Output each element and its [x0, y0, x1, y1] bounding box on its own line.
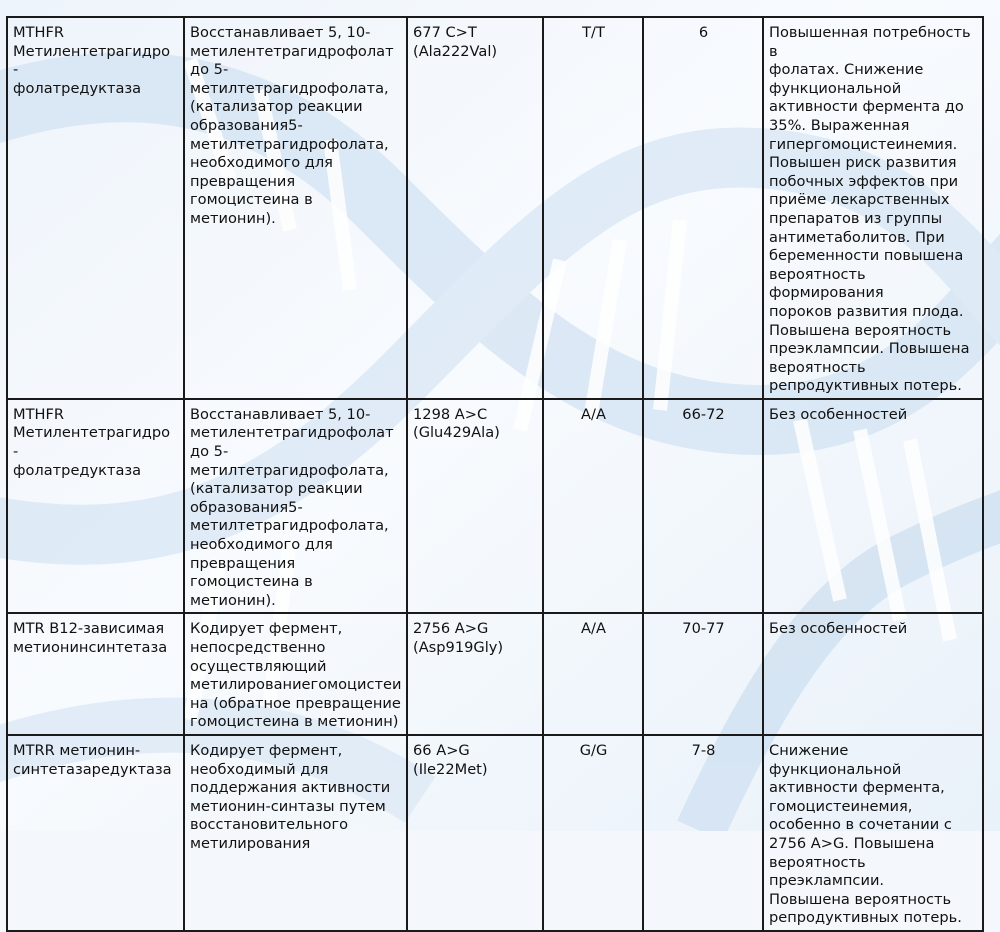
genotype-cell: T/T: [543, 17, 643, 399]
genotype-cell: G/G: [543, 735, 643, 931]
table-row: [7, 613, 983, 735]
table-row: [7, 17, 983, 399]
interpretation-cell: Снижение функциональной активности фермента, гомоцистеинемия, особенно в сочетании с 2756 A>G. Повышена вероятность преэклампсии. Повышена вероятность репродуктивных потерь.: [763, 735, 983, 931]
function-cell: Кодирует фермент, непосредственно осуществляющий метилированиегомоцистеи на (обратное превращение гомоцистеина в метионин): [184, 613, 407, 735]
table-row: [7, 399, 983, 614]
result-cell: 66-72: [643, 399, 763, 614]
genotype-cell: A/A: [543, 613, 643, 735]
polymorphism-cell: 677 C>T (Ala222Val): [407, 17, 543, 399]
polymorphism-cell: 2756 A>G (Asp919Gly): [407, 613, 543, 735]
result-cell: 7-8: [643, 735, 763, 931]
function-cell: Восстанавливает 5, 10- метилентетрагидрофолат до 5- метилтетрагидрофолата, (катализатор реакции образования5- метилтетрагидрофолата, необходимого для превращения гомоцистеина в метионин).: [184, 17, 407, 399]
gene-cell: MTRR метионин- синтетазаредуктаза: [7, 735, 184, 931]
function-cell: Восстанавливает 5, 10- метилентетрагидрофолат до 5- метилтетрагидрофолата, (катализатор реакции образования5- метилтетрагидрофолата, необходимого для превращения гомоцистеина в метионин).: [184, 399, 407, 614]
genetic-test-table: [6, 16, 984, 932]
table-row: [7, 735, 983, 931]
genotype-cell: A/A: [543, 399, 643, 614]
gene-cell: MTHFR Метилентетрагидро - фолатредуктаза: [7, 17, 184, 399]
function-cell: Кодирует фермент, необходимый для поддержания активности метионин-синтазы путем восстановительного метилирования: [184, 735, 407, 931]
polymorphism-cell: 1298 A>C (Glu429Ala): [407, 399, 543, 614]
interpretation-cell: Повышенная потребность в фолатах. Снижение функциональной активности фермента до 35%. Выраженная гипергомоцистеинемия. Повышен риск развития побочных эффектов при приёме лекарственных препаратов из группы антиметаболитов. При беременности повышена вероятность формирования пороков развития плода. Повышена вероятность преэклампсии. Повышена вероятность репродуктивных потерь.: [763, 17, 983, 399]
interpretation-cell: Без особенностей: [763, 399, 983, 614]
result-cell: 6: [643, 17, 763, 399]
gene-cell: MTR B12-зависимая метионинсинтетаза: [7, 613, 184, 735]
gene-cell: MTHFR Метилентетрагидро - фолатредуктаза: [7, 399, 184, 614]
polymorphism-cell: 66 A>G (Ile22Met): [407, 735, 543, 931]
interpretation-cell: Без особенностей: [763, 613, 983, 735]
result-cell: 70-77: [643, 613, 763, 735]
